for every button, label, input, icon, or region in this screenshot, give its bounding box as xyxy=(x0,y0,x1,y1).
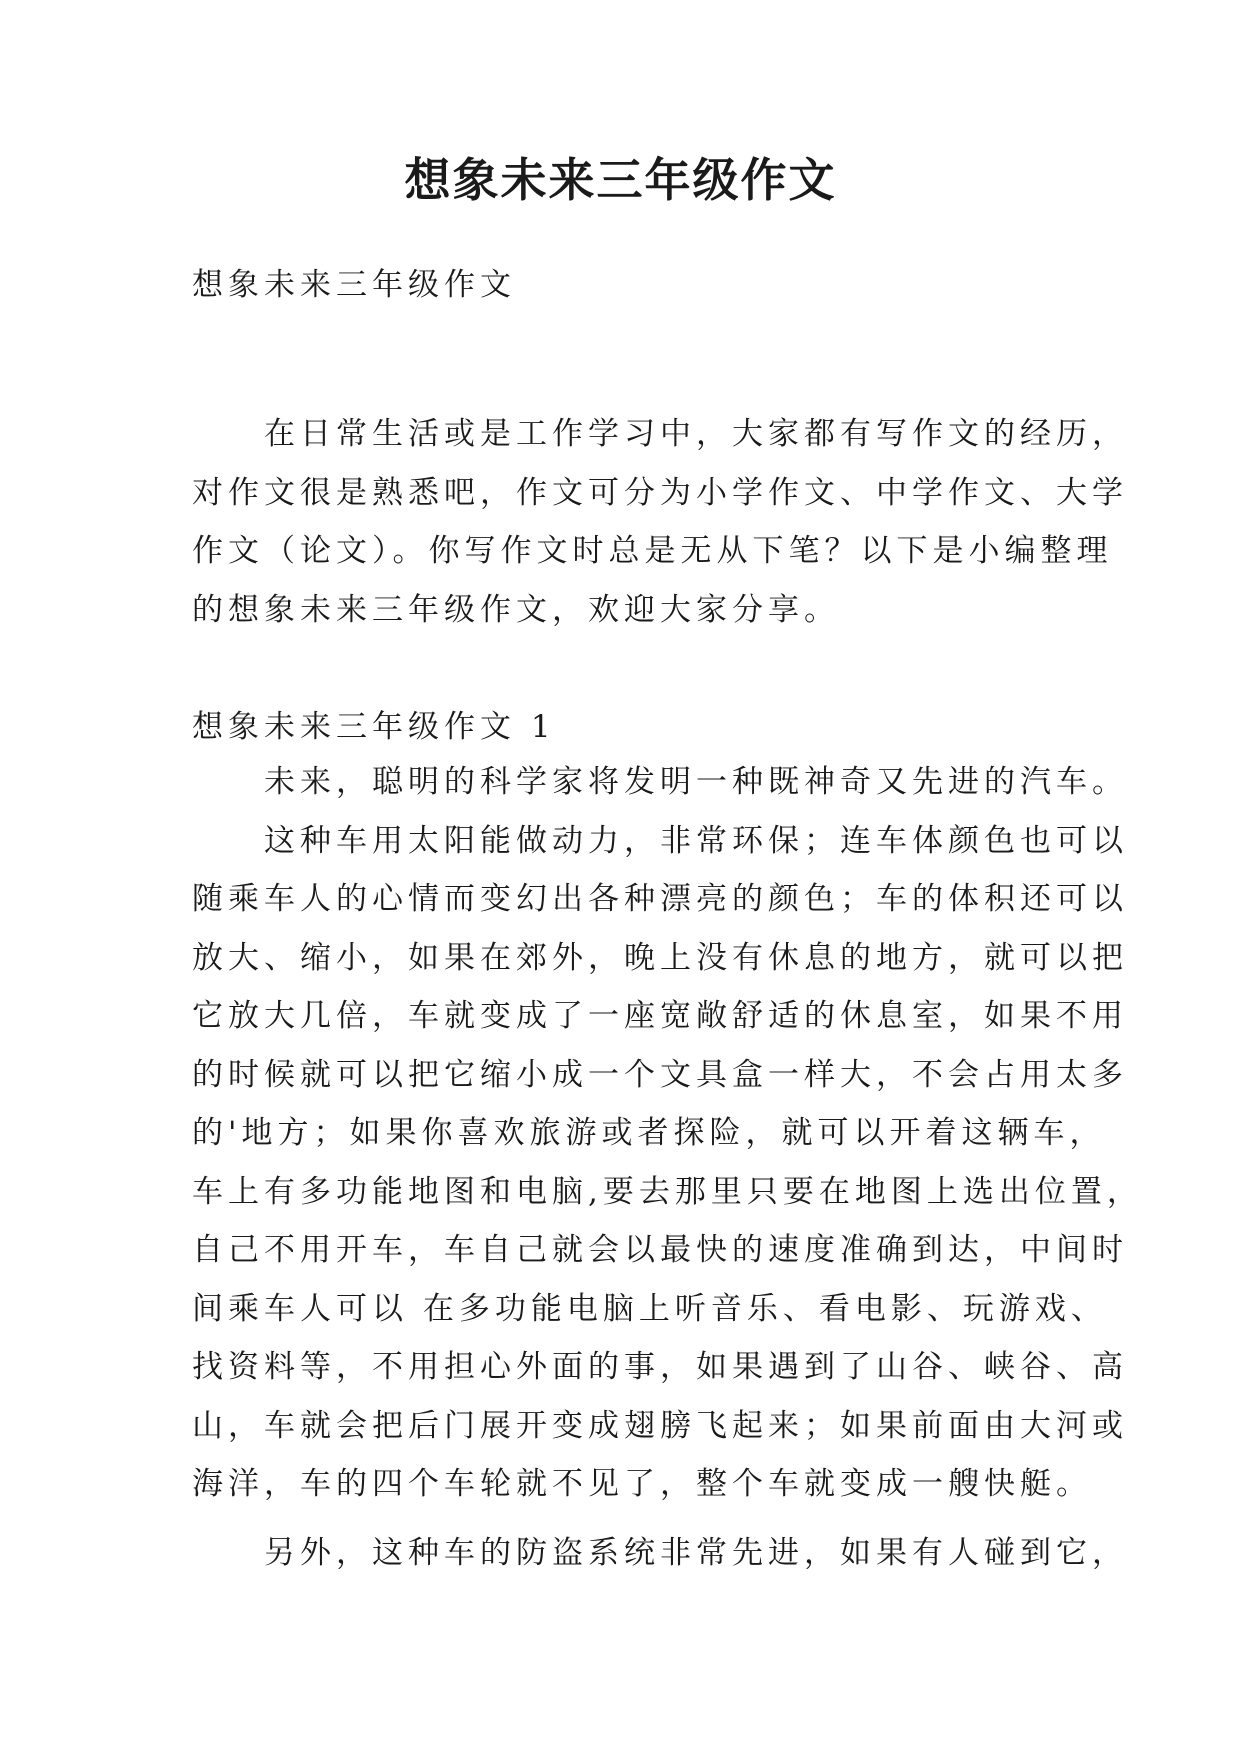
story-line: 的时候就可以把它缩小成一个文具盒一样大，不会占用太多 xyxy=(192,1056,1128,1093)
story-line: 随乘车人的心情而变幻出各种漂亮的颜色；车的体积还可以 xyxy=(192,881,1128,917)
story-line: 放大、缩小，如果在郊外，晚上没有休息的地方，就可以把 xyxy=(192,939,1128,976)
intro-line: 的想象未来三年级作文，欢迎大家分享。 xyxy=(192,591,840,628)
story-line: 找资料等，不用担心外面的事，如果遇到了山谷、峡谷、高 xyxy=(192,1349,1128,1385)
paragraph-gap xyxy=(192,1514,1052,1524)
story-line: 未来，聪明的科学家将发明一种既神奇又先进的汽车。 xyxy=(192,764,1128,800)
story-line: 它放大几倍，车就变成了一座宽敞舒适的休息室，如果不用 xyxy=(192,998,1128,1034)
story-line: 另外，这种车的防盗系统非常先进，如果有人碰到它， xyxy=(192,1534,1128,1571)
document-title: 想象未来三年级作文 xyxy=(404,153,837,207)
story-line: 这种车用太阳能做动力，非常环保；连车体颜色也可以 xyxy=(192,822,1128,859)
story-line: 自己不用开车，车自己就会以最快的速度准确到达，中间时 xyxy=(192,1232,1128,1268)
section-heading: 想象未来三年级作文 1 xyxy=(192,709,556,745)
story-text xyxy=(192,753,1143,1582)
story-line: 的'地方；如果你喜欢旅游或者探险，就可以开着这辆车， xyxy=(192,1115,1106,1151)
document-subtitle: 想象未来三年级作文 xyxy=(192,267,516,303)
intro-line: 在日常生活或是工作学习中，大家都有写作文的经历， xyxy=(192,416,1128,452)
story-line: 车上有多功能地图和电脑,要去那里只要在地图上选出位置， xyxy=(192,1173,1143,1210)
story-line: 山，车就会把后门展开变成翅膀飞起来；如果前面由大河或 xyxy=(192,1407,1128,1444)
story-line: 间乘车人可以 在多功能电脑上听音乐、看电影、玩游戏、 xyxy=(192,1290,1107,1327)
story-line: 海洋，车的四个车轮就不见了，整个车就变成一艘快艇。 xyxy=(192,1466,1092,1502)
intro-paragraph xyxy=(192,405,1128,639)
intro-line: 作文（论文）。你写作文时总是无从下笔？以下是小编整理 xyxy=(192,533,1113,569)
intro-line: 对作文很是熟悉吧，作文可分为小学作文、中学作文、大学 xyxy=(192,474,1128,511)
